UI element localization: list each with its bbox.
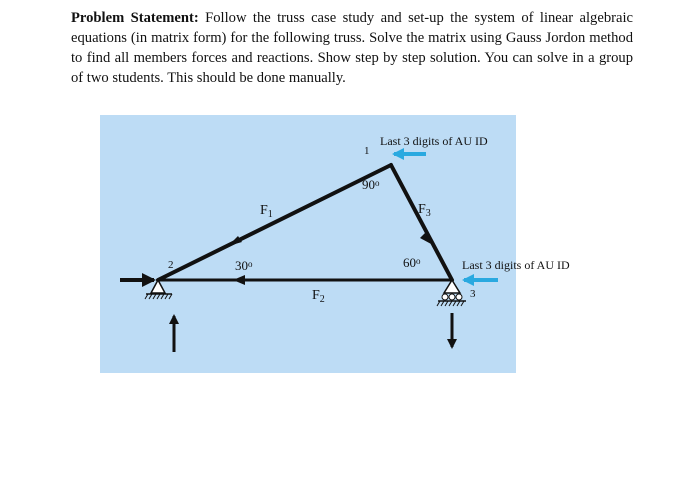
roller-wheel-icon (449, 294, 455, 300)
member-f1-label: $F_1$ (260, 203, 273, 220)
problem-statement-label: Problem Statement: (71, 10, 199, 26)
node-2-label: 2 (168, 259, 174, 271)
member-f2-label: $F_2$ (312, 288, 325, 305)
node-3-label: 3 (470, 288, 476, 300)
problem-statement-body: Follow the truss case study and set-up the system of linear algebraic equations (in matrix form) for the following truss. Solve the matrix using Gauss Jordon method to find all members forces and reactions. Show step by step solution. You can solve in a group of two students. This should be done manually. (71, 10, 633, 86)
top-load-label: Last 3 digits of AU ID (380, 134, 488, 148)
roller-wheel-icon (456, 294, 462, 300)
node-1-label: 1 (364, 145, 370, 157)
angle-top-label: 90$^o$ (362, 177, 380, 192)
right-load-label: Last 3 digits of AU ID (462, 258, 570, 272)
roller-wheel-icon (442, 294, 448, 300)
figure-background (100, 115, 516, 373)
truss-figure (100, 115, 570, 373)
angle-right-label: 60$^o$ (403, 255, 421, 270)
angle-left-label: 30$^o$ (235, 258, 253, 273)
member-f3-label: $F_3$ (418, 202, 431, 219)
problem-statement (71, 8, 633, 88)
truss-diagram (100, 115, 570, 373)
